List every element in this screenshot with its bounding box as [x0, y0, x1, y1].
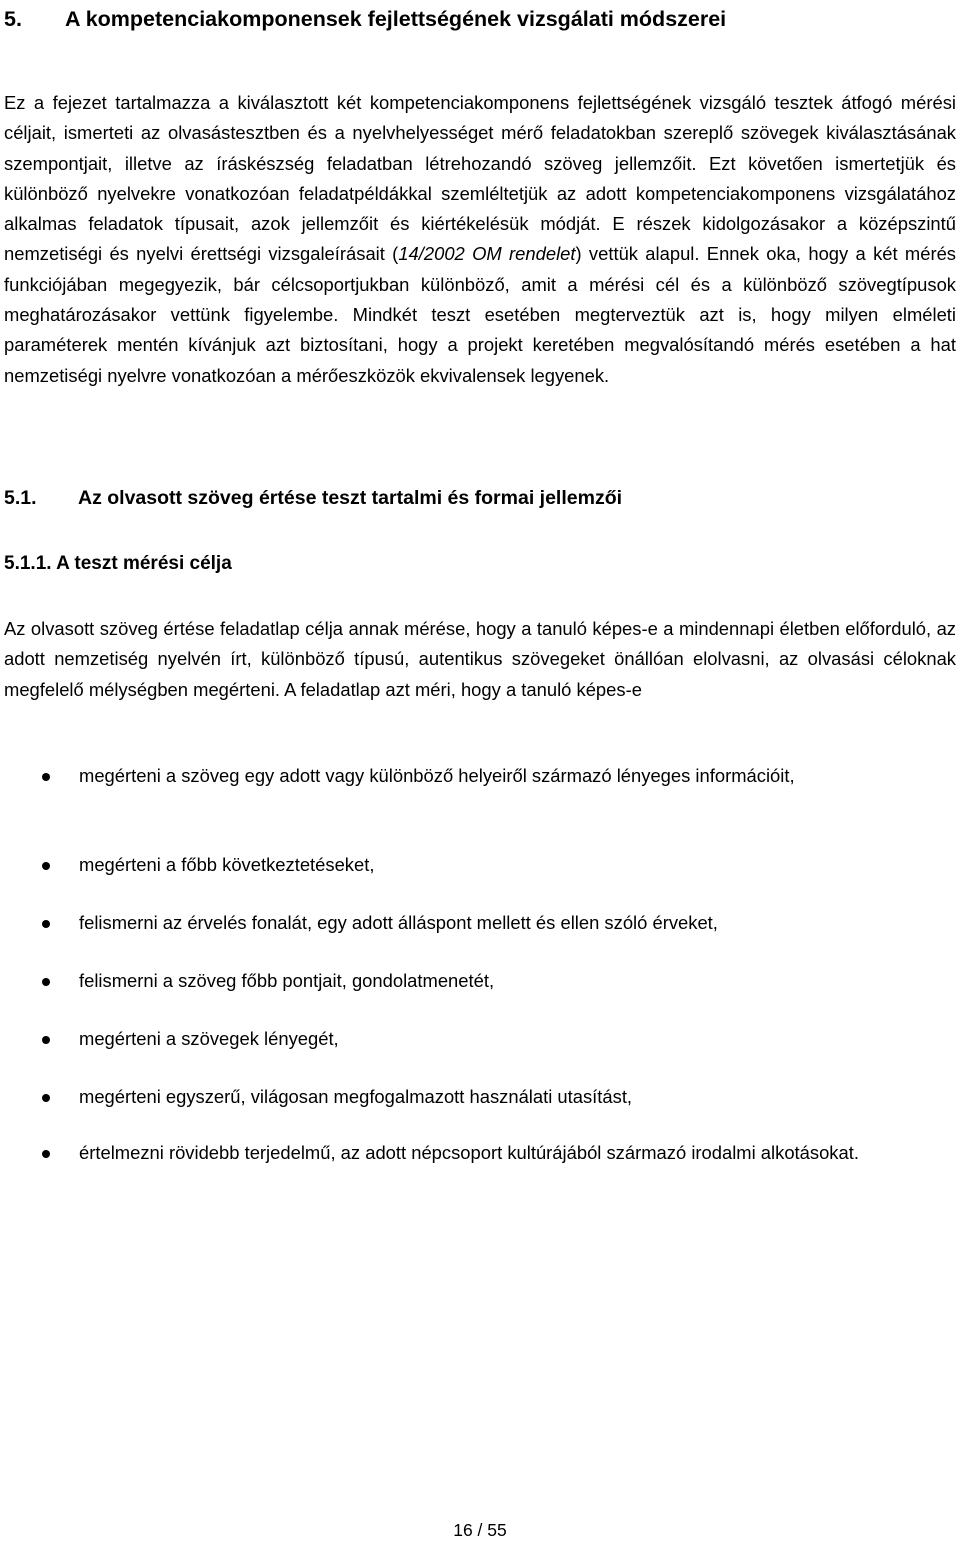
page-number: 16 / 55: [453, 1520, 507, 1540]
intro-text-citation: 14/2002 OM rendelet: [398, 243, 576, 265]
intro-text-part-1: Ez a fejezet tartalmazza a kiválasztott két kompetenciakomponens fejlettségének vizsgáló tesztek átfogó mérési céljait, ismerteti az olvasástesztben és a nyelvhelyességet mérő feladatokban szereplő szövegek kiválasztásának szempontjait, illetve az íráskészség feladatban létrehozandó szöveg jellemzőit. Ezt követően ismertetjük és különböző nyelvekre vonatkozóan feladatpéldákkal szemléltetjük az adott kompetenciakomponens vizsgálatához alkalmas feladatok típusait, azok jellemzőit és kiértékelésük módját. E részek kidolgozásakor a középszintű nemzetiségi és nyelvi érettségi vizsgaleírásait (: [4, 92, 956, 265]
list-item-text: felismerni a szöveg főbb pontjait, gondolatmenetét,: [79, 970, 495, 991]
section-title: Az olvasott szöveg értése teszt tartalmi és formai jellemzői: [78, 487, 623, 509]
bullet-icon: [42, 1036, 50, 1044]
chapter-number: 5.: [4, 7, 22, 31]
list-item-text: megérteni egyszerű, világosan megfogalmazott használati utasítást,: [79, 1086, 633, 1107]
bullet-icon: [42, 1094, 50, 1102]
subsection-heading: 5.1.1. A teszt mérési célja: [4, 553, 232, 574]
bullet-icon: [42, 920, 50, 928]
intro-text-part-2: ) vettük alapul. Ennek oka, hogy a két mérés funkciójában megegyezik, bár célcsoportjukban különböző, amit a mérési cél és a különböző szövegtípusok meghatározásakor vettünk figyelembe. Mindkét teszt esetében megterveztük azt is, hogy milyen elméleti paraméterek mentén kívánjuk azt biztosítani, hogy a projekt keretében megvalósítandó mérés esetében a hat nemzetiségi nyelvre vonatkozóan a mérőeszközök ekvivalensek legyenek.: [4, 243, 957, 386]
list-item-text: megérteni a szöveg egy adott vagy különböző helyeiről származó lényeges információit,: [79, 765, 795, 786]
bullet-icon: [42, 862, 50, 870]
bullet-icon: [42, 773, 50, 781]
chapter-title: A kompetenciakomponensek fejlettségének vizsgálati módszerei: [65, 7, 727, 31]
list-item-text: értelmezni rövidebb terjedelmű, az adott népcsoport kultúrájából származó irodalmi alkotásokat.: [79, 1142, 859, 1163]
section-number: 5.1.: [4, 487, 37, 509]
bullet-icon: [42, 978, 50, 986]
list-item-text: megérteni a főbb következtetéseket,: [79, 854, 375, 875]
bullet-icon: [42, 1150, 50, 1158]
list-item-text: megérteni a szövegek lényegét,: [79, 1028, 339, 1049]
goal-paragraph: Az olvasott szöveg értése feladatlap célja annak mérése, hogy a tanuló képes-e a mindennapi életben előforduló, az adott nemzetiség nyelvén írt, különböző típusú, autentikus szövegeket önállóan elolvasni, az olvasási céloknak megfelelő mélységben megérteni. A feladatlap azt méri, hogy a tanuló képes-e: [4, 618, 956, 700]
intro-paragraph: [4, 88, 956, 391]
list-item-text: felismerni az érvelés fonalát, egy adott álláspont mellett és ellen szóló érveket,: [79, 912, 718, 933]
